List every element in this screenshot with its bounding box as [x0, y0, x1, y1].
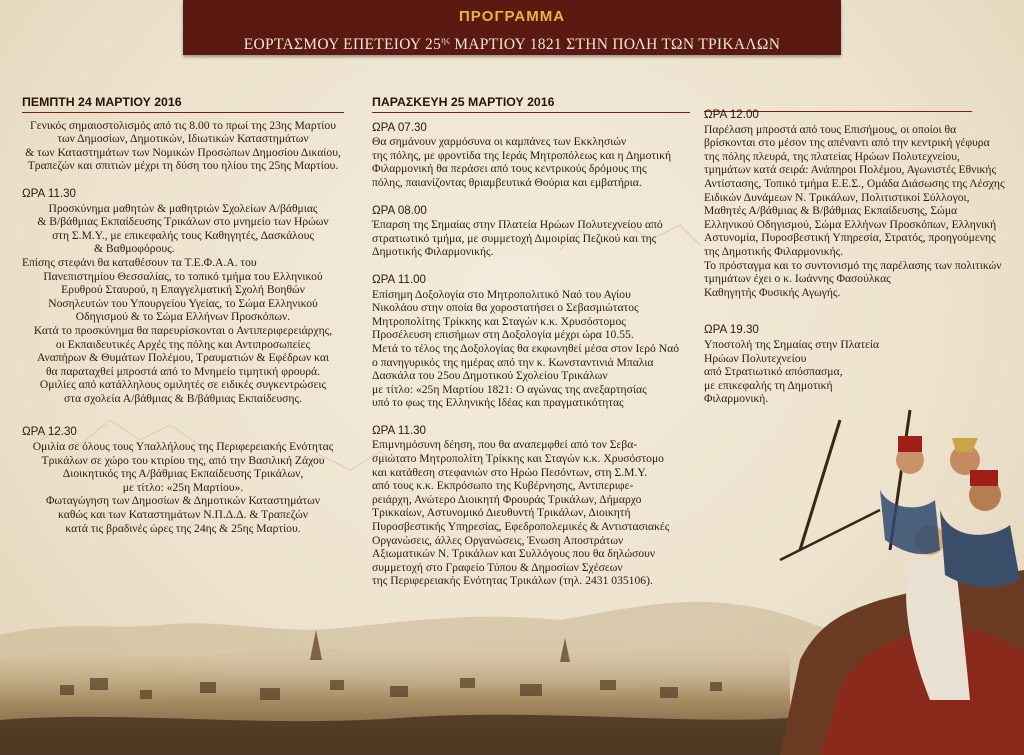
text-line: Αντίστασης, Τοπικό τμήμα Ε.Ε.Σ., Ομάδα Διάσωσης της Λέσχης [704, 176, 1005, 190]
text-line: ο πανηγυρικός της ημέρας από την κ. Κωνσταντινιά Μπαλια [372, 355, 654, 369]
text-line: των Δημοσίων, Δημοτικών, Ιδιωτικών Καταστημάτων [57, 132, 309, 146]
event-0800-friday [372, 204, 690, 259]
text-line: & Β/βάθμιας Εκπαίδευσης Τρικάλων στο μνημείο των Ηρώων [37, 215, 329, 229]
text-line: με επικεφαλής τη Δημοτική [704, 378, 833, 392]
text-line: Τρικκαίων, Αστυνομικό Διευθυντή Τρικάλων, Διοικητή [372, 506, 631, 520]
text-line: θα παραταχθεί μπροστά από το Μνημείο τιμητική φρουρά. [45, 364, 321, 378]
event-0730-friday [372, 121, 690, 190]
text-line: με τίτλο: «25η Μαρτίου». [122, 480, 244, 494]
event-1100-friday [372, 273, 690, 410]
text-line: στη Σ.Μ.Υ., με επικεφαλής τους Καθηγητές, Δασκάλους [52, 228, 314, 242]
text-line: Γενικός σημαιοστολισμός από τις 8.00 το πρωί της 23ης Μαρτίου [30, 118, 336, 132]
text-line: κατά τις βραδινές ώρες της 24ης & 25ης Μαρτίου. [65, 521, 301, 535]
text-line: στρατιωτικό τμήμα, με συμμετοχή Διμοιρίας Πεζικού και της [372, 231, 657, 245]
text-line: Μετά το τέλος της Δοξολογίας θα εκφωνηθεί μέσα στον Ιερό Ναό [372, 341, 679, 355]
event-description [22, 440, 344, 535]
program-subtitle [183, 31, 841, 54]
text-line: Υποστολή της Σημαίας στην Πλατεία [704, 337, 880, 351]
text-line: Το πρόσταγμα και το συντονισμό της παρέλασης των πολιτικών [704, 258, 1002, 272]
event-time: ΩΡΑ 19.30 [704, 323, 759, 337]
event-time: ΩΡΑ 07.30 [372, 120, 427, 134]
text-line: Μαθητές Α/βάθμιας & Β/βάθμιας Εκπαίδευσης, Σώμα [704, 204, 958, 218]
text-line: από Στρατιωτικό απόσπασμα, [704, 365, 843, 379]
text-line: Τραπεζών και σπιτιών μέχρι τη δύση του ηλίου της 25ης Μαρτίου. [27, 159, 339, 173]
text-line: τμημάτων έχει ο κ. Ιωάννης Φασούλκας [704, 272, 891, 286]
event-description [22, 202, 344, 406]
text-line: Οργανώσεις, άλλες Οργανώσεις, Ένωση Αποστράτων [372, 533, 624, 547]
text-line: Επίσημη Δοξολογία στο Μητροπολιτικό Ναό του Αγίου [372, 287, 631, 301]
event-time: ΩΡΑ 08.00 [372, 203, 427, 217]
text-line: Δημοτικής Φιλαρμονικής. [372, 245, 494, 259]
text-line: Επιμνημόσυνη δέηση, που θα αναπεμφθεί από τον Σεβα- [372, 438, 638, 452]
text-line: Οδηγισμού & το Σώμα Ελλήνων Προσκόπων. [75, 310, 291, 324]
text-line: Τρικάλων σε χώρο του κτιρίου της, από την Βασιλική Ζάχου [41, 453, 325, 467]
text-line: σμιώτατο Μητροπολίτη Τρίκκης και Σταγών κ.κ. Χρυσόστομο [372, 452, 664, 466]
text-line: στα σχολεία Α/βάθμιας & Β/βάθμιας Εκπαίδευσης. [64, 391, 302, 405]
text-line: καθώς και των Καταστημάτων Ν.Π.Δ.Δ. & Τραπεζών [58, 508, 308, 522]
text-line: Ομιλίες από κατάλληλους ομιλητές σε ειδικές συγκεντρώσεις [39, 378, 327, 392]
text-line: Καθηγητής Φυσικής Αγωγής. [704, 285, 841, 299]
text-line: της πόλης πλευρά, της πλατείας Ηρώων Πολυτεχνείου, [704, 149, 960, 163]
text-line: Πυροσβεστικής Υπηρεσίας, Εφεδροπολεμικές & Αντιστασιακές [372, 520, 670, 534]
text-line: της Περιφερειακής Ενότητας Τρικάλων (τηλ. 2431 035106). [372, 574, 653, 588]
subtitle-text-start: ΕΟΡΤΑΣΜΟΥ ΕΠΕΤΕΙΟΥ 25 [243, 36, 442, 54]
event-1130-friday [372, 424, 690, 588]
text-line: της πόλης, με φροντίδα της Ιεράς Μητροπόλεως και η Δημοτική [372, 148, 672, 162]
text-line: Αστυνομία, Πυροσβεστική Υπηρεσία, Στρατός, προηγούμενης [704, 231, 996, 245]
thursday-column [22, 96, 344, 546]
event-time: ΩΡΑ 11.30 [372, 423, 427, 437]
text-line: Έπαρση της Σημαίας στην Πλατεία Ηρώων Πολυτεχνείου από [372, 218, 663, 232]
text-line: ρειάρχη, Ανώτερο Διοικητή Φρουράς Τρικάλων, Δήμαρχο [372, 492, 642, 506]
text-line: τμημάτων κατά σειρά: Ανάπηροι Πολέμου, Αγωνιστές Εθνικής [704, 163, 997, 177]
text-line: Φιλαρμονική. [704, 392, 769, 406]
subtitle-text-end: ΜΑΡΤΙΟΥ 1821 ΣΤΗΝ ΠΟΛΗ ΤΩΝ ΤΡΙΚΑΛΩΝ [450, 36, 781, 54]
text-line: Ελληνικού Οδηγισμού, Σώμα Ελλήνων Προσκόπων, Ελληνική [704, 217, 997, 231]
subtitle-superscript: ης [441, 35, 451, 45]
friday-column-continued [704, 108, 1016, 417]
program-title: ΠΡΟΓΡΑΜΜΑ [458, 8, 566, 25]
text-line: της Δημοτικής Φιλαρμονικής. [704, 244, 844, 258]
text-line: Πανεπιστημίου Θεσσαλίας, το τοπικό τμήμα του Ελληνικού [43, 269, 323, 283]
text-line: Αξιωματικών Ν. Τρικάλων και Συλλόγους που θα δηλώσουν [372, 547, 656, 561]
text-line: Προσκύνημα μαθητών & μαθητριών Σχολείων Α/βάθμιας [48, 201, 318, 215]
text-line: Αναπήρων & Θυμάτων Πολέμου, Τραυματιών & Εφέδρων και [36, 351, 330, 365]
text-line: με τίτλο: «25η Μαρτίου 1821: Ο αγώνας της ανεξαρτησίας [372, 382, 647, 396]
flag-decoration-notice [22, 119, 344, 173]
text-line: υπό το φως της Ελληνικής Ιδέας και πραγματικότητας [372, 396, 624, 410]
text-line: πόλης, παιανίζοντας θριαμβευτικά Θούρια και εμβατήρια. [372, 175, 642, 189]
header-banner [183, 0, 841, 55]
text-line: Ομιλία σε όλους τους Υπαλλήλους της Περιφερειακής Ενότητας [32, 440, 334, 454]
text-line: Παρέλαση μπροστά από τους Επισήμους, οι οποίοι θα [704, 122, 957, 136]
event-time: ΩΡΑ 11.00 [372, 272, 427, 286]
friday-heading: ΠΑΡΑΣΚΕΥΗ 25 ΜΑΡΤΙΟΥ 2016 [372, 96, 690, 113]
revolutionary-figures-illustration [760, 400, 1024, 755]
text-line: Μητροπολίτης Τρίκκης και Σταγών κ.κ. Χρυσόστομος [372, 314, 626, 328]
text-line: & των Καταστημάτων των Νομικών Προσώπων Δημοσίου Δικαίου, [25, 145, 341, 159]
text-line: Διοικητικός της Α/βάθμιας Εκπαίδευσης Τρικάλων, [62, 467, 304, 481]
text-line: Επίσης στεφάνι θα καταθέσουν τα Τ.Ε.Φ.Α.Α. του [22, 255, 257, 269]
text-line: Θα σημάνουν χαρμόσυνα οι καμπάνες των Εκκλησιών [372, 135, 627, 149]
text-line: Ερυθρού Σταυρού, η Επαγγελματική Σχολή Βοηθών [61, 283, 305, 297]
text-line: Ηρώων Πολυτεχνείου [704, 351, 807, 365]
text-line: συμμετοχή στο Γραφείο Τύπου & Δημοσίων Σχέσεων [372, 560, 623, 574]
text-line: Φιλαρμονική θα περάσει από τους κεντρικούς δρόμους της [372, 162, 647, 176]
event-time: ΩΡΑ 11.30 [22, 186, 77, 200]
event-time: ΩΡΑ 12.30 [22, 425, 77, 439]
text-line: Νοσηλευτών του Υπουργείου Υγείας, το Σώμα Ελληνικού [48, 296, 318, 310]
event-1230-thursday [22, 425, 344, 535]
text-line: Προσέλευση επισήμων στη Δοξολογία μέχρι ώρα 10.55. [372, 328, 634, 342]
text-line: Ειδικών Δυνάμεων Ν. Τρικάλων, Πολιτιστικοί Σύλλογοι, [704, 190, 970, 204]
text-line: από τους κ.κ. Εκπρόσωπο της Κυβέρνησης, Αντιπεριφε- [372, 479, 634, 493]
text-line: Δασκάλα του 25ου Δημοτικού Σχολείου Τρικάλων [372, 369, 608, 383]
event-1200-friday [704, 108, 1016, 299]
text-line: βρίσκονται στο μέσον της απέναντι από την κεντρική γέφυρα [704, 136, 990, 150]
event-1930-friday [704, 323, 1016, 406]
text-line: & Βαθμοφόρους. [94, 242, 175, 256]
text-line: Φωταγώγηση των Δημοσίων & Δημοτικών Καταστημάτων [45, 494, 321, 508]
thursday-heading: ΠΕΜΠΤΗ 24 ΜΑΡΤΙΟΥ 2016 [22, 96, 344, 113]
text-line: και κατάθεση στεφανιών στο Ηρώο Πεσόντων, στη Σ.Μ.Υ. [372, 465, 648, 479]
text-line: Νικολάου στην οποία θα χοροστατήσει ο Σεβασμιώτατος [372, 301, 639, 315]
event-time: ΩΡΑ 12.00 [704, 108, 759, 121]
friday-column [372, 96, 690, 599]
event-1130-thursday [22, 187, 344, 406]
text-line: οι Εκπαιδευτικές Αρχές της πόλης και Αντιπροσωπείες [55, 337, 311, 351]
text-line: Κατά το προσκύνημα θα παρευρίσκονται ο Αντιπεριφερειάρχης, [33, 323, 333, 337]
